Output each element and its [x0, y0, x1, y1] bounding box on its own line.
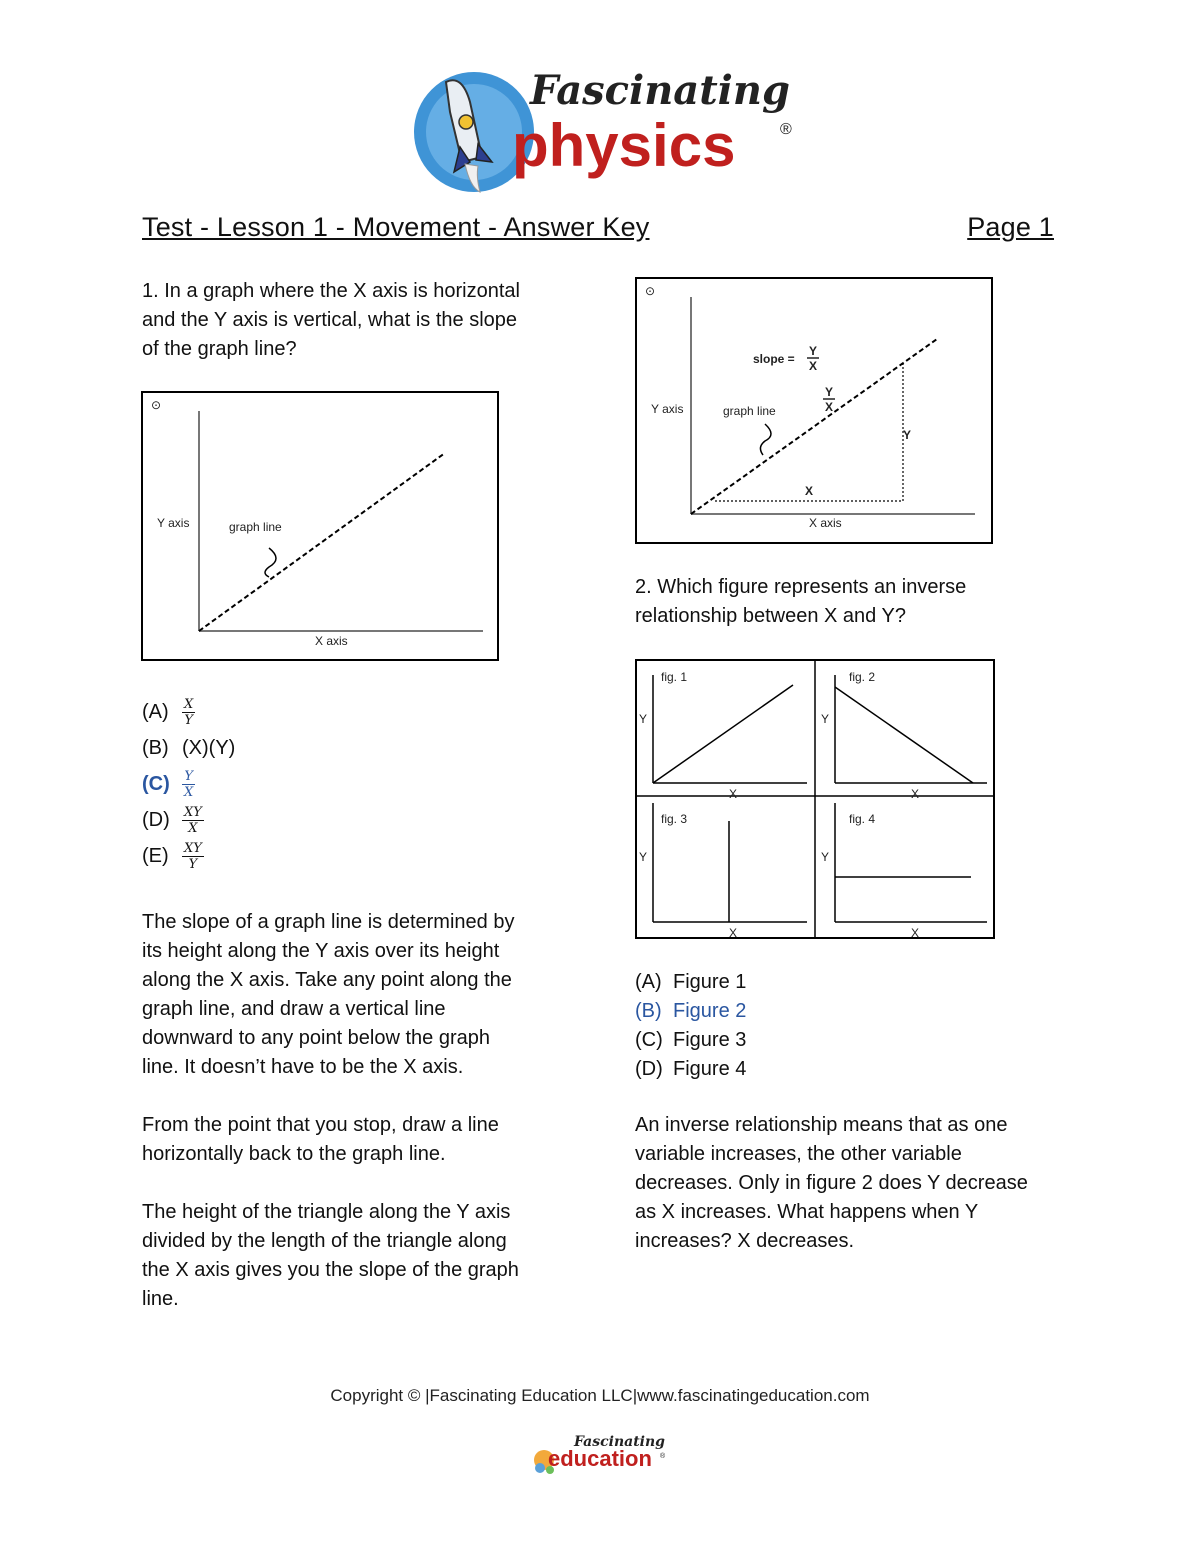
brand-main-text: physics [512, 112, 736, 179]
svg-text:X: X [911, 787, 920, 801]
svg-text:X: X [825, 400, 834, 414]
figure-marker-icon: ⊙ [151, 398, 162, 412]
q2-line: 2. Which figure represents an inverse [635, 576, 967, 598]
svg-text:X: X [911, 926, 920, 937]
svg-text:fig. 4: fig. 4 [849, 812, 876, 826]
q2-choice-d[interactable]: (D) Figure 4 [635, 1058, 747, 1080]
q1-line: and the Y axis is vertical, what is the slope [142, 309, 518, 331]
q2-line: relationship between X and Y? [635, 605, 906, 627]
side-y-label: Y [903, 428, 912, 442]
fig2-falling-line [835, 687, 973, 783]
svg-text:education: education [548, 1446, 652, 1471]
figure-1 [639, 670, 807, 801]
q2-figures-grid [635, 659, 995, 939]
fraction: $\frac{Y}{X}$ [184, 768, 194, 800]
fig1-rising-line [653, 685, 793, 783]
q1-choice-b[interactable]: (B) (X)(Y) [142, 737, 236, 759]
svg-text:Y: Y [825, 385, 834, 399]
fascinating-education-logo [530, 1428, 670, 1488]
q1-figure [141, 391, 499, 661]
svg-text:fig. 2: fig. 2 [849, 670, 876, 684]
figure-4 [821, 803, 987, 937]
brand-top-text: Fascinating [530, 67, 790, 114]
svg-text:Y: Y [639, 712, 648, 726]
explanation-paragraph: An inverse relationship means that as one variable increases, the other variable decreases. Only in figure 2 does Y decrease as X increases. What happens when Y increases? X decreases. [635, 1114, 1028, 1252]
q1-y-axis-label: Y axis [157, 516, 190, 530]
explanation-paragraph: The height of the triangle along the Y axis divided by the length of the triangle along the X axis gives you the slope of the graph line. [142, 1201, 519, 1310]
svg-text:Y: Y [821, 850, 830, 864]
svg-text:X: X [729, 926, 738, 937]
fascinating-physics-logo [410, 62, 810, 202]
svg-text:X: X [729, 787, 738, 801]
slope-x-axis-label: X axis [809, 516, 842, 530]
svg-text:Y: Y [639, 850, 648, 864]
fraction: $\frac{X}{Y}$ [184, 696, 194, 728]
fraction: $\frac{XY}{Y}$ [184, 840, 202, 872]
svg-text:fig. 3: fig. 3 [661, 812, 688, 826]
slope-figure [635, 277, 993, 544]
q1-graph-line [199, 453, 445, 631]
q1-line: of the graph line? [142, 338, 297, 360]
slope-y-axis-label: Y axis [651, 402, 684, 416]
q1-pointer-squiggle [265, 548, 276, 577]
q1-choice-a[interactable]: (A) $\frac{X}{Y}$ [142, 696, 194, 728]
q1-choice-e[interactable]: (E) $\frac{XY}{Y}$ [142, 840, 202, 872]
q2-question [635, 573, 1075, 631]
svg-text:Y: Y [809, 344, 818, 358]
svg-text:X: X [809, 359, 818, 373]
q1-question [142, 277, 582, 364]
q2-choice-b-correct[interactable]: (B) Figure 2 [635, 1000, 747, 1022]
q1-choice-c-correct[interactable]: (C) $\frac{Y}{X}$ [142, 768, 194, 800]
q2-choice-a[interactable]: (A) Figure 1 [635, 971, 747, 993]
explanation-paragraph: The slope of a graph line is determined by its height along the Y axis over its height along the X axis. Take any point along the graph line, and draw a vertical line downward to any point below the graph line. It doesn’t have to be the X axis. [142, 911, 515, 1078]
page-title: Test - Lesson 1 - Movement - Answer Key [142, 212, 650, 242]
q1-explanation [142, 908, 582, 1343]
explanation-paragraph: From the point that you stop, draw a line horizontally back to the graph line. [142, 1114, 499, 1165]
svg-text:fig. 1: fig. 1 [661, 670, 688, 684]
q1-choice-d[interactable]: (D) $\frac{XY}{X}$ [142, 804, 202, 836]
side-x-label: X [805, 484, 814, 498]
svg-text:®: ® [660, 1453, 666, 1460]
page-number: Page 1 [967, 212, 1054, 242]
q2-choices [635, 968, 935, 1084]
footer-copyright: Copyright © |Fascinating Education LLC|www.fascinatingeducation.com [330, 1386, 870, 1405]
q1-choices [142, 694, 442, 874]
svg-text:Fascinating: Fascinating [574, 1434, 665, 1450]
q1-graph-line-label: graph line [229, 520, 282, 534]
slope-equation-label: slope = [753, 352, 795, 366]
fraction: $\frac{XY}{X}$ [184, 804, 202, 836]
svg-text:Y: Y [821, 712, 830, 726]
slope-graph-line-label: graph line [723, 404, 776, 418]
figure-2 [821, 670, 987, 801]
q1-line: 1. In a graph where the X axis is horizontal [142, 280, 520, 302]
figure-3 [639, 803, 807, 937]
q2-choice-c[interactable]: (C) Figure 3 [635, 1029, 747, 1051]
q1-x-axis-label: X axis [315, 634, 348, 648]
figure-marker-icon: ⊙ [645, 284, 656, 298]
registered-mark: ® [780, 121, 792, 138]
q2-explanation [635, 1111, 1075, 1285]
